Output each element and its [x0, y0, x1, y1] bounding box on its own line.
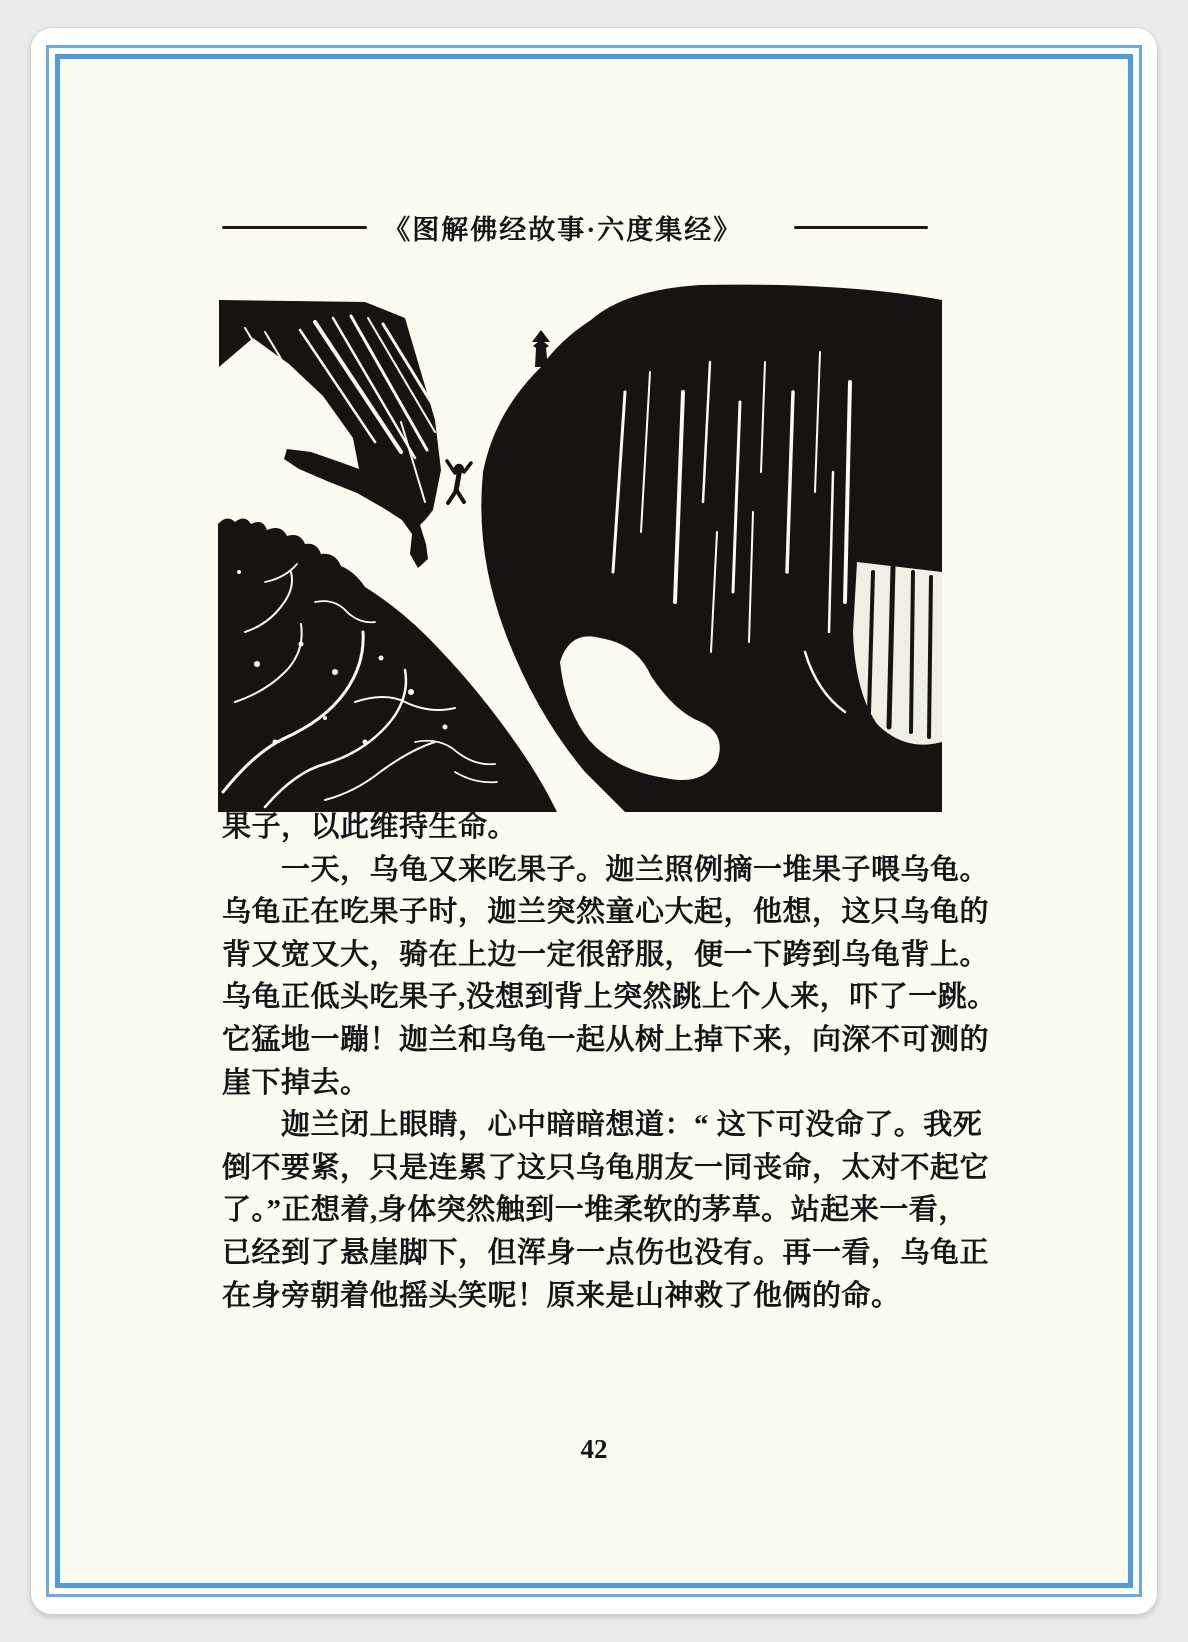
text-line: 乌龟正低头吃果子,没想到背上突然跳上个人来，吓了一跳。 — [222, 981, 997, 1014]
text-line: 崖下掉去。 — [222, 1066, 370, 1099]
text-line: 迦兰闭上眼睛，心中暗暗想道：“ 这下可没命了。我死 — [222, 1109, 983, 1142]
right-cliff — [481, 285, 942, 812]
page-number: 42 — [580, 1434, 608, 1464]
text-line: 一天，乌龟又来吃果子。迦兰照例摘一堆果子喂乌龟。 — [222, 853, 990, 886]
running-head — [222, 210, 928, 244]
book-title: 《图解佛经故事·六度集经》 — [383, 214, 743, 245]
text-line: 了。”正想着,身体突然触到一堆柔软的茅草。站起来一看， — [222, 1194, 968, 1227]
header-rule-right — [794, 226, 928, 229]
header-rule-left — [222, 226, 367, 229]
falling-figure — [447, 461, 471, 503]
text-line: 果子，以此维持生命。 — [222, 811, 518, 843]
text-line: 已经到了悬崖脚下，但浑身一点伤也没有。再一看，乌龟正 — [222, 1236, 990, 1269]
story-text — [222, 806, 997, 1317]
woodcut-illustration — [205, 272, 942, 812]
standing-figure — [532, 330, 550, 367]
text-line: 乌龟正在吃果子时，迦兰突然童心大起，他想，这只乌龟的 — [222, 896, 990, 929]
woodcut-svg — [205, 272, 942, 812]
text-line: 倒不要紧，只是连累了这只乌龟朋友一同丧命，太对不起它 — [222, 1151, 990, 1184]
text-line: 它猛地一蹦！迦兰和乌龟一起从树上掉下来，向深不可测的 — [222, 1023, 990, 1056]
text-line: 在身旁朝着他摇头笑呢！原来是山神救了他俩的命。 — [222, 1279, 901, 1312]
text-line: 背又宽又大，骑在上边一定很舒服，便一下跨到乌龟背上。 — [222, 938, 990, 971]
